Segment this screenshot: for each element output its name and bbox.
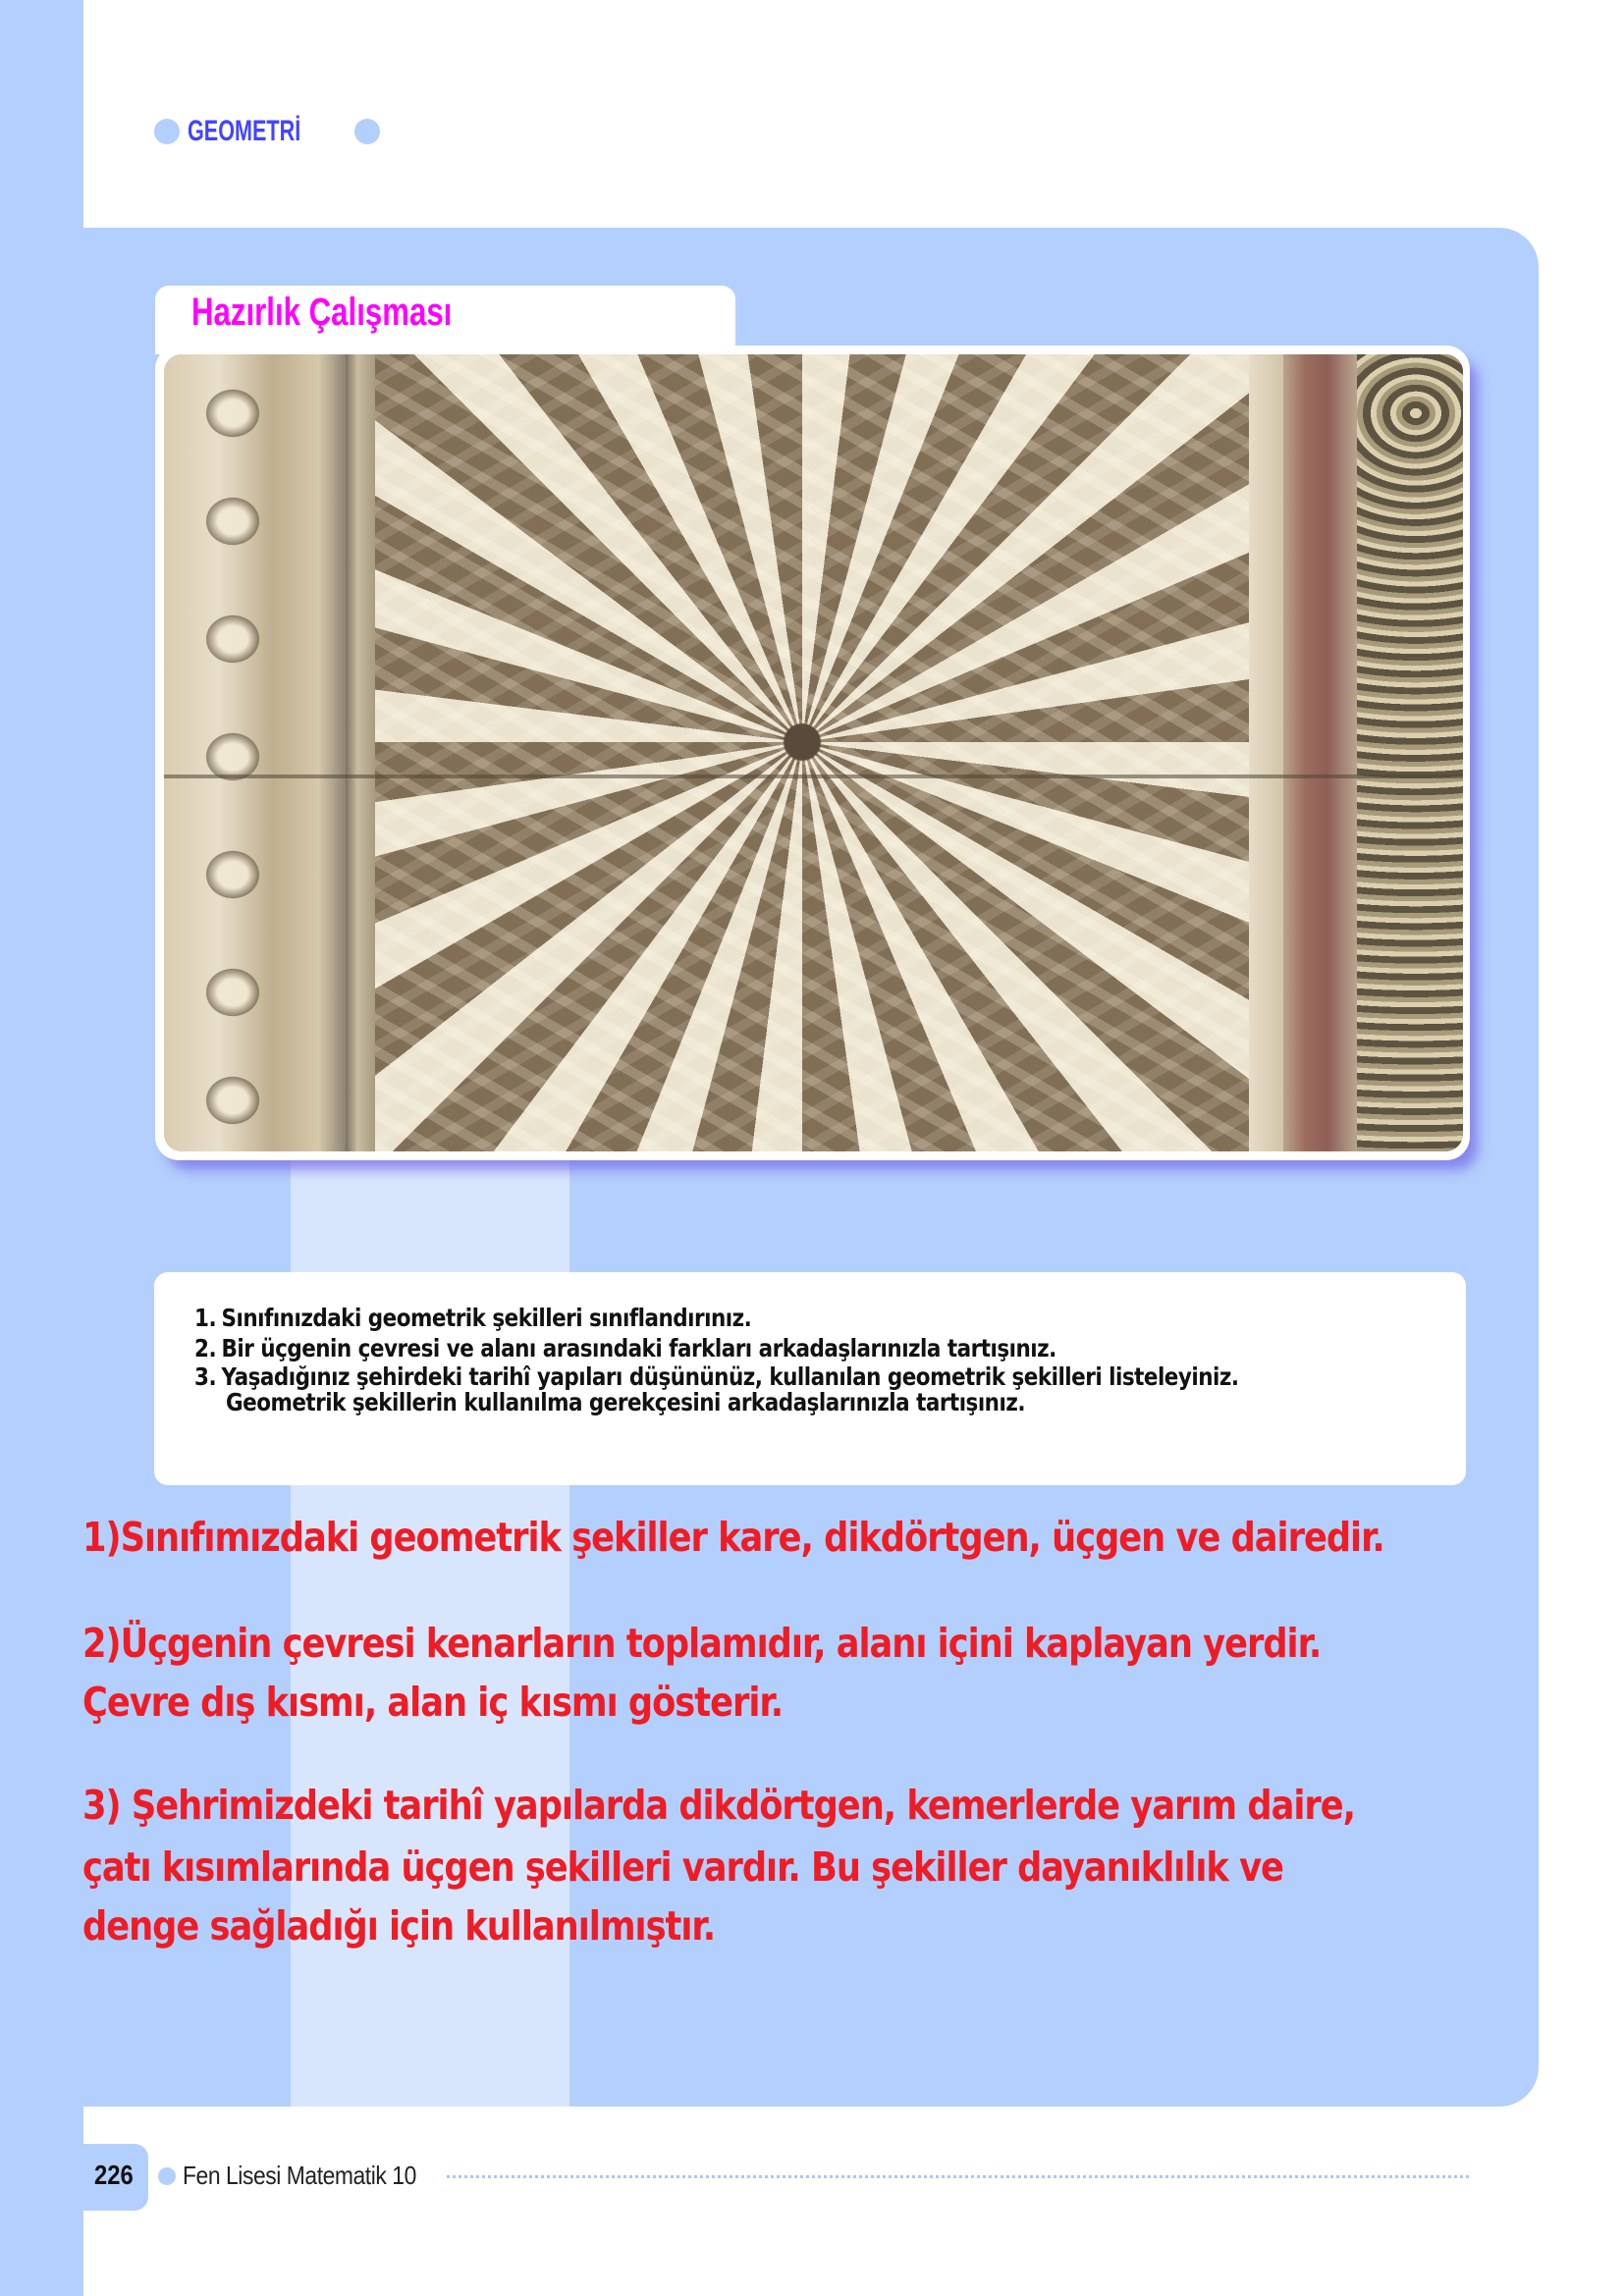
answer-3-line: çatı kısımlarında üçgen şekilleri vardır. Bu şekiller dayanıklılık ve	[82, 1843, 1283, 1891]
photo-left-border-column	[164, 354, 346, 1151]
answer-3-line: denge sağladığı için kullanılmıştır.	[82, 1902, 716, 1949]
activity-title: Hazırlık Çalışması	[191, 291, 453, 334]
bullet-dot-icon	[158, 2167, 176, 2185]
section-header	[154, 116, 380, 147]
photo-star-lattice	[375, 354, 1249, 1151]
dotted-rule	[447, 2175, 1469, 2178]
photo-red-column	[1283, 354, 1357, 1151]
book-title: Fen Lisesi Matematik 10	[183, 2161, 416, 2190]
question-text: Bir üçgenin çevresi ve alanı arasındaki farkları arkadaşlarınızla tartışınız.	[221, 1334, 1056, 1362]
question-number: 1.	[194, 1304, 217, 1332]
section-title: GEOMETRİ	[188, 115, 301, 147]
answer-1-line: 1)Sınıfımızdaki geometrik şekiller kare, dikdörtgen, üçgen ve dairedir.	[82, 1514, 1384, 1561]
photo-dark-carved-column	[1357, 354, 1463, 1151]
question-item	[194, 1362, 1239, 1391]
geometric-relief-photo	[164, 354, 1463, 1151]
questions-box	[154, 1272, 1466, 1485]
photo-right-light-column	[1249, 354, 1283, 1151]
answer-2-line: 2)Üçgenin çevresi kenarların toplamıdır, alanı içini kaplayan yerdir.	[82, 1620, 1322, 1667]
bullet-dot-icon	[154, 119, 180, 144]
question-item	[194, 1304, 751, 1332]
left-margin-strip	[0, 0, 83, 2296]
question-text: Sınıfınızdaki geometrik şekilleri sınıflandırınız.	[221, 1304, 752, 1332]
page-number: 226	[94, 2160, 134, 2190]
question-text: Yaşadığınız şehirdeki tarihî yapıları düşününüz, kullanılan geometrik şekilleri listeleyiniz.	[221, 1362, 1239, 1391]
bullet-dot-icon	[354, 119, 380, 144]
question-number: 3.	[194, 1362, 217, 1391]
photo-horizontal-seam	[164, 774, 1463, 778]
question-number: 2.	[194, 1334, 217, 1362]
answer-2-line: Çevre dış kısmı, alan iç kısmı gösterir.	[82, 1679, 784, 1726]
question-item	[194, 1334, 1056, 1362]
answer-3-line: 3) Şehrimizdeki tarihî yapılarda dikdörtgen, kemerlerde yarım daire,	[82, 1782, 1356, 1829]
photo-seam	[346, 354, 375, 1151]
question-continuation: Geometrik şekillerin kullanılma gerekçesini arkadaşlarınızla tartışınız.	[226, 1388, 1025, 1416]
